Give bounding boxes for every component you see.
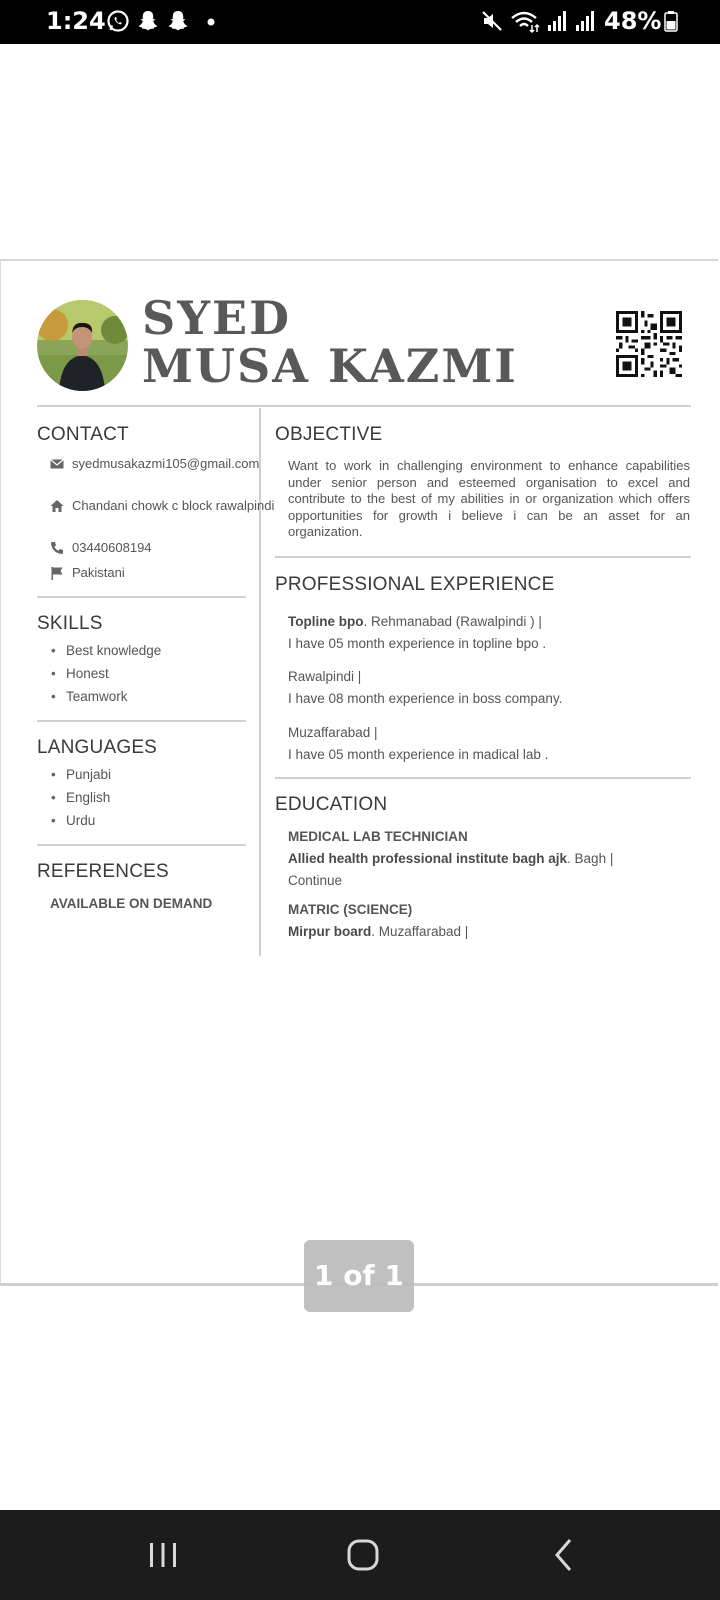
status-bar [0,0,720,44]
education-institution-line [288,924,468,939]
experience-header [288,614,542,629]
experience-description: I have 05 month experience in madical lab . [288,747,549,762]
education-location: . Muzaffarabad | [371,924,469,939]
profile-photo [37,300,128,391]
experience-location: . Rehmanabad (Rawalpindi ) | [363,614,542,629]
references-text: AVAILABLE ON DEMAND [50,896,213,911]
contact-divider [37,596,246,598]
skills-divider [37,720,246,722]
objective-text: Want to work in challenging environment to enhance capabilities under senior person and esteemed organisation to excel and contribute to the best of my abilities in or organization which offers opportunities for growth i believe i can be an asset for an organization. [288,458,690,539]
column-divider [259,408,261,956]
education-institution-line [288,851,613,866]
battery-icon [664,9,678,33]
education-institution: Allied health professional institute bagh ajk [288,851,568,866]
status-time: 1:24 [46,7,106,35]
email-icon [50,457,64,471]
candidate-name [142,291,518,393]
navigation-bar [0,1510,720,1600]
qr-code-icon [616,311,682,377]
experience-header [288,725,378,740]
objective-heading: OBJECTIVE [275,424,383,445]
home-icon [50,499,64,513]
wifi-icon [510,9,540,33]
contact-heading: CONTACT [37,424,129,445]
header-divider [37,405,691,407]
signal-icon [574,9,594,33]
education-institution: Mirpur board [288,924,372,939]
experience-heading: PROFESSIONAL EXPERIENCE [275,574,555,595]
page-indicator: 1 of 1 [304,1240,414,1312]
languages-divider [37,844,246,846]
education-status: Continue [288,873,343,888]
phone-icon [50,541,64,555]
email-text: syedmusakazmi105@gmail.com [72,456,260,471]
address-text: Chandani chowk c block rawalpindi [72,498,275,513]
references-heading: REFERENCES [37,861,169,882]
name-last: MUSA KAZMI [142,339,518,393]
experience-description: I have 05 month experience in topline bpo . [288,636,547,651]
snapchat-icon [136,9,160,33]
mute-icon [480,9,504,33]
back-icon[interactable] [540,1532,590,1578]
dot-icon [205,9,217,33]
languages-heading: LANGUAGES [37,737,158,758]
experience-company: Topline bpo [288,614,364,629]
education-degree: MEDICAL LAB TECHNICIAN [288,829,468,844]
skills-heading: SKILLS [37,613,103,634]
experience-location: Muzaffarabad | [288,725,378,740]
phone-text: 03440608194 [72,540,152,555]
nationality-text: Pakistani [72,565,125,580]
name-first: SYED [142,291,292,345]
education-heading: EDUCATION [275,794,388,815]
flag-icon [50,566,64,580]
signal-icon [546,9,566,33]
objective-divider [275,556,691,558]
experience-location: Rawalpindi | [288,669,362,684]
education-degree: MATRIC (SCIENCE) [288,902,413,917]
experience-description: I have 08 month experience in boss company. [288,691,563,706]
whatsapp-icon [106,9,130,33]
snapchat-icon [166,9,190,33]
education-location: . Bagh | [567,851,614,866]
battery-percent: 48% [604,7,662,35]
experience-header [288,669,361,684]
experience-divider [275,777,691,779]
recents-icon[interactable] [138,1532,188,1578]
home-icon[interactable] [338,1532,388,1578]
